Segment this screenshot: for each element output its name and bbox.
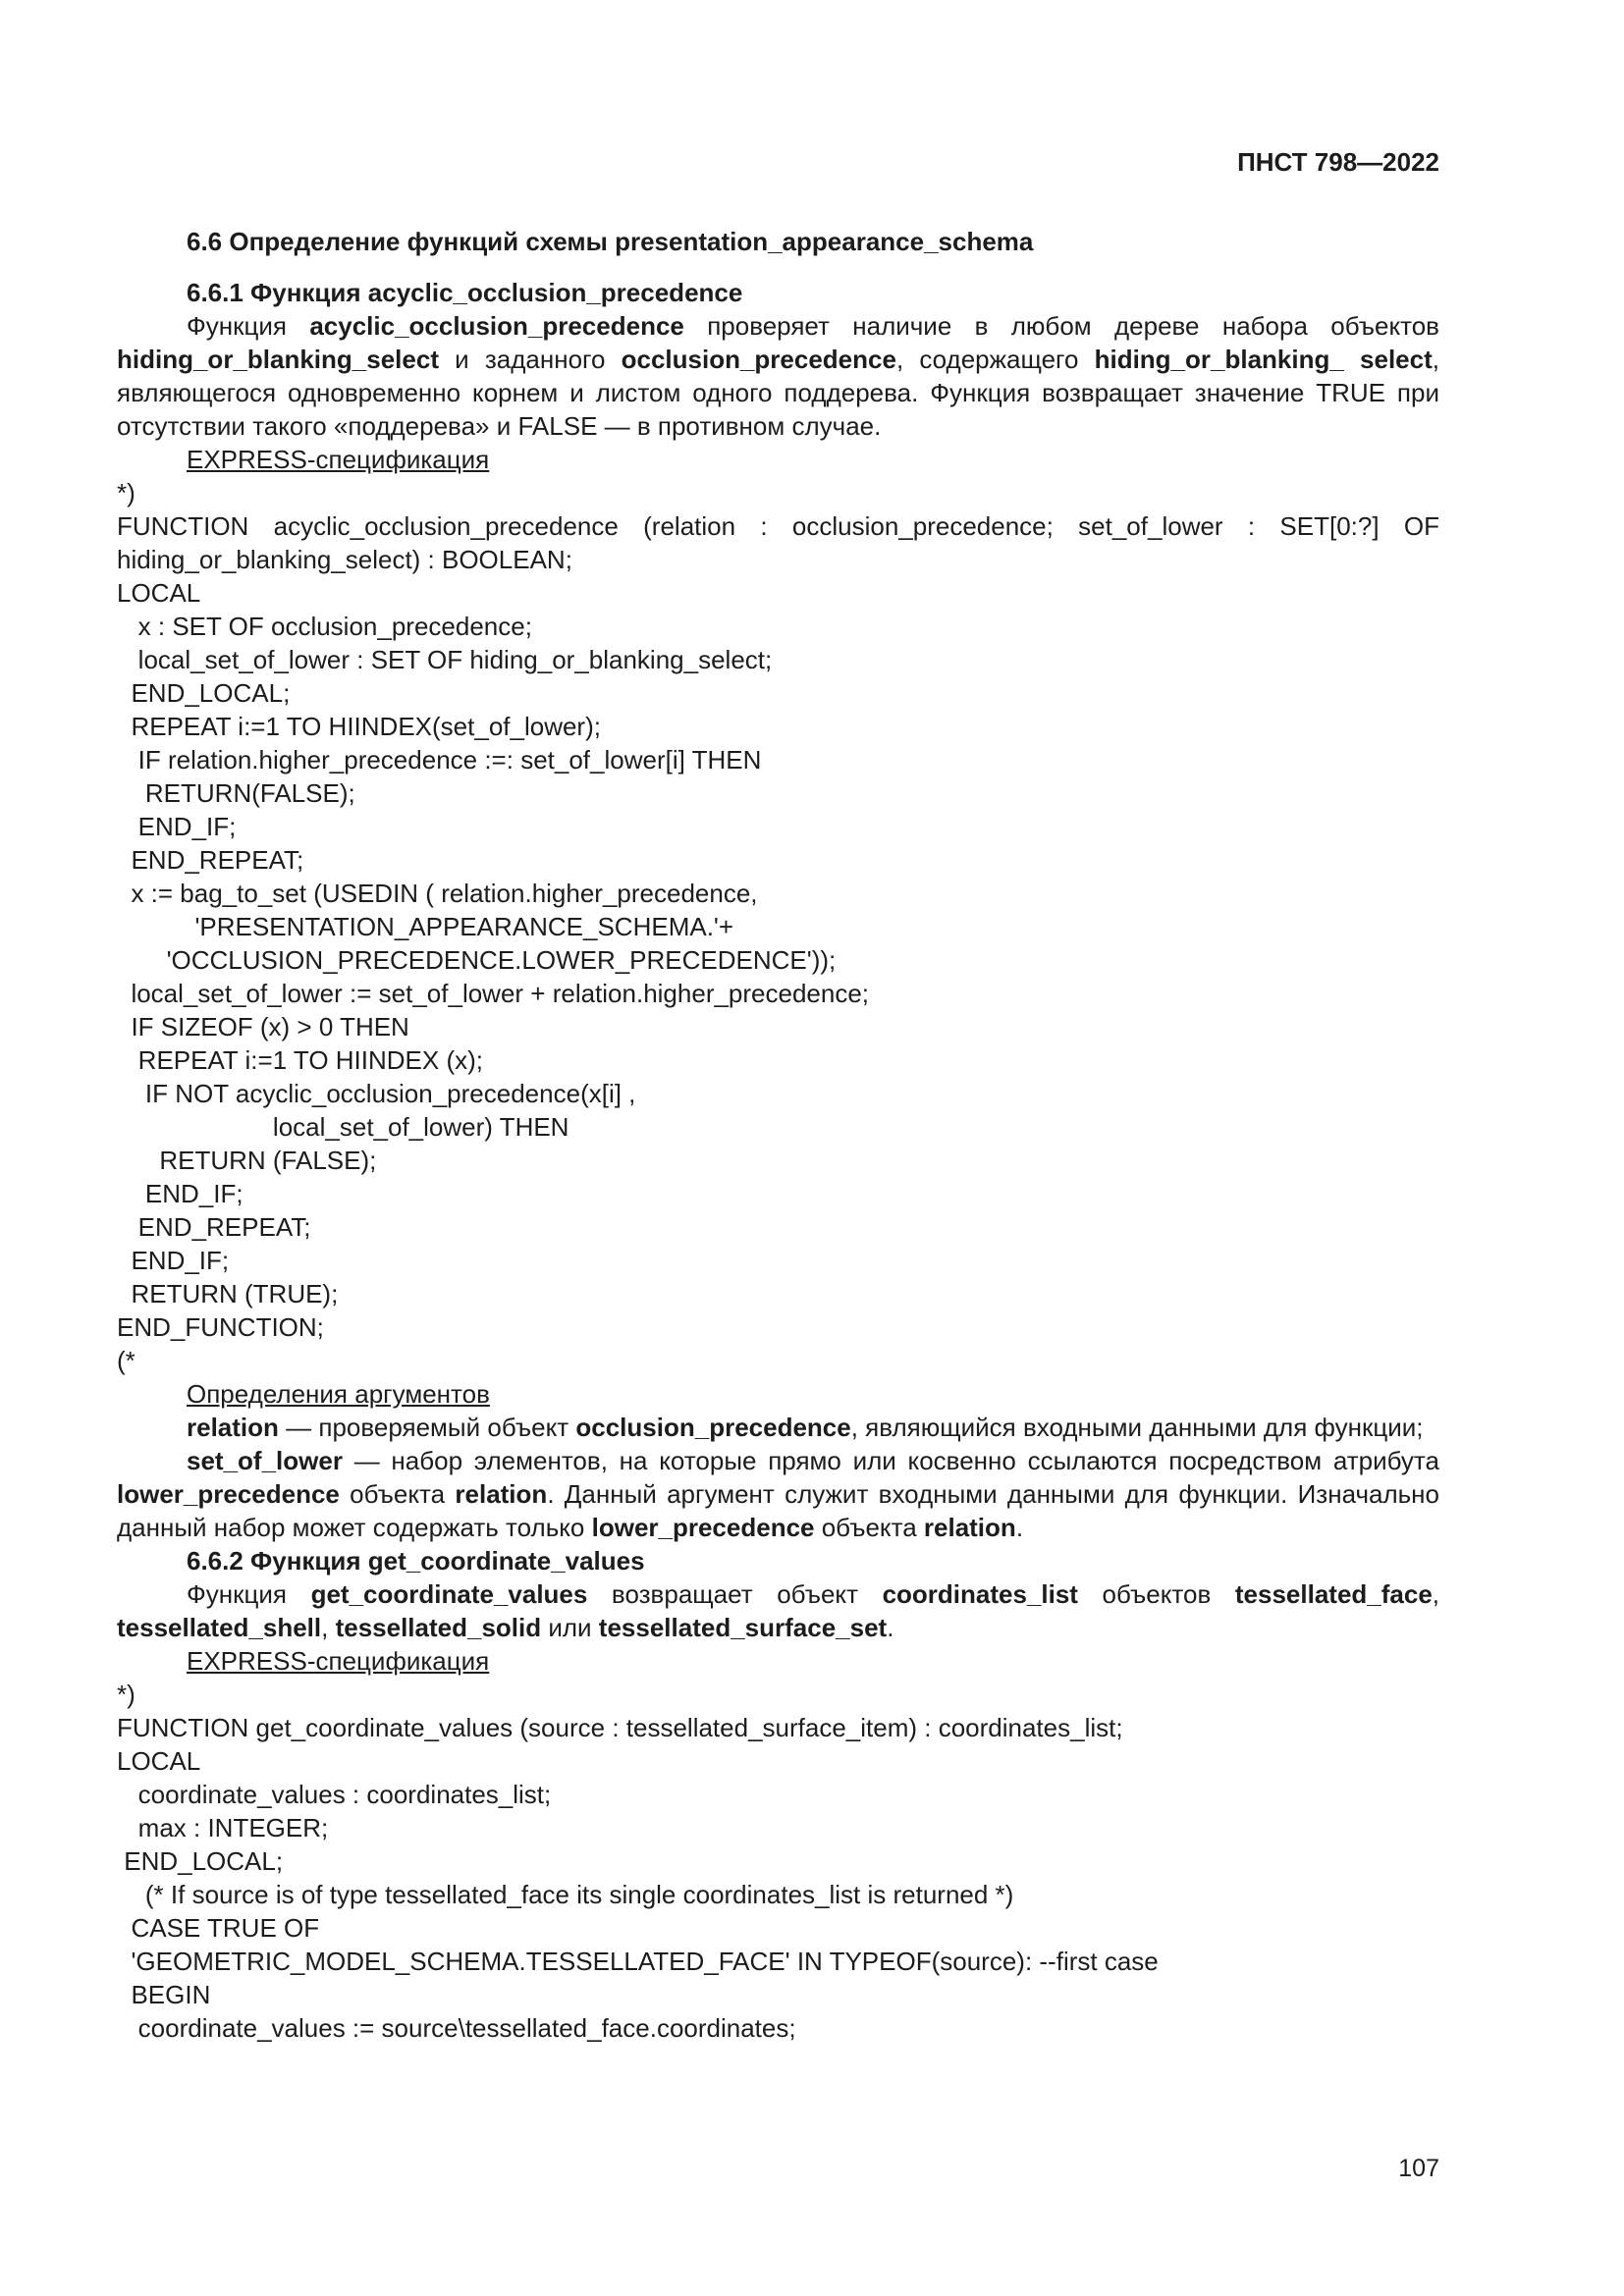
code-line: REPEAT i:=1 TO HIINDEX (x); <box>117 1045 484 1075</box>
code-line: *) <box>117 478 135 507</box>
page-number: 107 <box>1398 2155 1439 2182</box>
express-specification-label: EXPRESS-спецификация <box>187 445 490 474</box>
code-line: (* If source is of type tessellated_face its single coordinates_list is returned *) <box>117 1880 1014 1909</box>
code-line: local_set_of_lower := set_of_lower + relation.higher_precedence; <box>117 979 870 1008</box>
code-line: END_IF; <box>117 1246 230 1275</box>
code-line: 'GEOMETRIC_MODEL_SCHEMA.TESSELLATED_FACE' IN TYPEOF(source): --first case <box>117 1947 1159 1976</box>
code-line: IF NOT acyclic_occlusion_precedence(x[i] , <box>117 1079 636 1108</box>
code-line: REPEAT i:=1 TO HIINDEX(set_of_lower); <box>117 712 601 741</box>
code-line: IF relation.higher_precedence :=: set_of_lower[i] THEN <box>117 745 762 774</box>
code-line: 'PRESENTATION_APPEARANCE_SCHEMA.'+ <box>117 912 734 941</box>
code-line: FUNCTION get_coordinate_values (source : tessellated_surface_item) : coordinates_list; <box>117 1713 1123 1742</box>
page-content <box>117 225 1439 2045</box>
code-line: *) <box>117 1680 135 1709</box>
code-line: LOCAL <box>117 1746 201 1776</box>
code-line: END_REPEAT; <box>117 1212 311 1242</box>
argument-relation: relation — проверяемый объект occlusion_precedence, являющийся входными данными для функции; <box>187 1413 1424 1442</box>
code-line: 'OCCLUSION_PRECEDENCE.LOWER_PRECEDENCE')); <box>117 945 837 975</box>
code-line: RETURN (TRUE); <box>117 1279 339 1308</box>
express-code-get-coordinate-values <box>117 1678 1439 2045</box>
code-line: END_LOCAL; <box>117 1846 284 1876</box>
express-code-acyclic <box>117 476 1439 1377</box>
express-specification-label: EXPRESS-спецификация <box>187 1646 490 1676</box>
argument-set-of-lower: set_of_lower — набор элементов, на которые прямо или косвенно ссылаются посредством атрибута lower_precedence объекта relation. Данный аргумент служит входными данными для функции. Изначально данный набор может содержать только lower_precedence объекта relation. <box>117 1446 1440 1542</box>
document-code: ПНСТ 798—2022 <box>1237 147 1439 177</box>
code-line: END_IF; <box>117 812 237 841</box>
code-line: END_REPEAT; <box>117 845 304 875</box>
code-line: IF SIZEOF (x) > 0 THEN <box>117 1012 409 1041</box>
section-6-6-title: 6.6 Определение функций схемы presentation_appearance_schema <box>187 227 1034 256</box>
code-line: BEGIN <box>117 1980 211 2009</box>
code-line: x : SET OF occlusion_precedence; <box>117 612 532 641</box>
code-line: x := bag_to_set (USEDIN ( relation.higher_precedence, <box>117 879 758 908</box>
section-6-6-2-title: 6.6.2 Функция get_coordinate_values <box>187 1546 645 1575</box>
code-line: END_IF; <box>117 1179 244 1208</box>
code-line: max : INTEGER; <box>117 1813 329 1842</box>
argument-definitions-label: Определения аргументов <box>187 1379 490 1409</box>
code-line: END_FUNCTION; <box>117 1312 324 1342</box>
code-line: END_LOCAL; <box>117 678 291 708</box>
code-line: coordinate_values := source\tessellated_face.coordinates; <box>117 2013 796 2043</box>
code-line: RETURN(FALSE); <box>117 778 355 808</box>
section-6-6-2-description: Функция get_coordinate_values возвращает объект coordinates_list объектов tessellated_face, tessellated_shell, tessellated_solid или tessellated_surface_set. <box>117 1579 1440 1642</box>
section-6-6-1-description: Функция acyclic_occlusion_precedence проверяет наличие в любом дереве набора объектов hiding_or_blanking_select и заданного occlusion_precedence, содержащего hiding_or_blanking_ select, являющегося одновременно корнем и листом одного поддерева. Функция возвращает значение TRUE при отсутствии такого «поддерева» и FALSE — в противном случае. <box>117 311 1439 441</box>
code-line: coordinate_values : coordinates_list; <box>117 1780 552 1809</box>
code-line: LOCAL <box>117 578 201 608</box>
code-line: local_set_of_lower : SET OF hiding_or_blanking_select; <box>117 645 773 674</box>
code-line: local_set_of_lower) THEN <box>117 1112 569 1142</box>
code-line: RETURN (FALSE); <box>117 1146 377 1175</box>
code-line: (* <box>117 1346 135 1375</box>
code-line: CASE TRUE OF <box>117 1913 320 1943</box>
section-6-6-1-title: 6.6.1 Функция acyclic_occlusion_precedence <box>187 278 743 307</box>
code-line: FUNCTION acyclic_occlusion_precedence (relation : occlusion_precedence; set_of_lower : SET[0:?] OF hiding_or_blanking_select) : BOOLEAN; <box>117 511 1439 574</box>
